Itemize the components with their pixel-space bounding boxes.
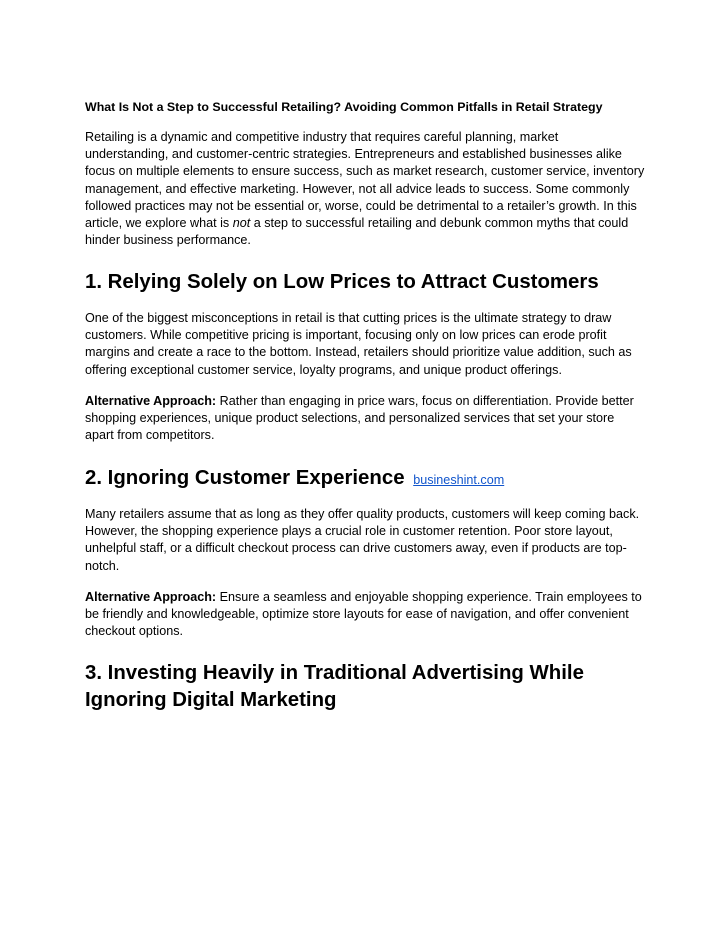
- document-title: What Is Not a Step to Successful Retailing? Avoiding Common Pitfalls in Retail Strategy: [85, 100, 603, 114]
- section-3: [85, 660, 605, 713]
- alternative-label: Alternative Approach:: [85, 590, 217, 604]
- section-1-body: [85, 310, 645, 379]
- section-1-paragraph: One of the biggest misconceptions in retail is that cutting prices is the ultimate strategy to draw customers. While competitive pricing is important, focusing only on low prices can erode profit margins and create a race to the bottom. Instead, retailers should prioritize value addition, such as offering exceptional customer service, loyalty programs, and unique product offerings.: [85, 311, 632, 377]
- intro-paragraph: [85, 129, 645, 249]
- alternative-label: Alternative Approach:: [85, 394, 217, 408]
- section-1-heading: 1. Relying Solely on Low Prices to Attract Customers: [85, 271, 599, 293]
- section-2: [85, 465, 645, 494]
- section-2-body: [85, 506, 645, 575]
- intro-emphasis: not: [232, 216, 251, 231]
- section-2-paragraph: Many retailers assume that as long as they offer quality products, customers will keep coming back. However, the shopping experience plays a crucial role in customer retention. Poor store layout, unhelpful staff, or a difficult checkout process can drive customers away, even if products are top-notch.: [85, 507, 640, 573]
- intro-text-end: a step to successful retailing and debunk common myths that could hinder business performance.: [85, 216, 629, 248]
- section-1-alternative: [85, 393, 645, 445]
- section-1: [85, 269, 645, 296]
- section-3-heading: 3. Investing Heavily in Traditional Advertising While Ignoring Digital Marketing: [85, 662, 584, 711]
- section-2-heading: 2. Ignoring Customer Experience: [85, 467, 405, 489]
- section-2-alternative: [85, 589, 645, 641]
- alternative-text: Rather than engaging in price wars, focus on differentiation. Provide better shopping experiences, unique product selections, and personalized services that set your store apart from competitors.: [85, 394, 634, 443]
- source-link[interactable]: busineshint.com: [413, 473, 505, 487]
- intro-text-start: Retailing is a dynamic and competitive industry that requires careful planning, market understanding, and customer-centric strategies. Entrepreneurs and established businesses alike focus on multiple elements to ensure success, such as market research, customer service, inventory management, and effective marketing. However, not all advice leads to success. Some commonly followed practices may not be essential or, worse, could be detrimental to a retailer’s growth. In this article, we explore what is: [85, 130, 645, 231]
- alternative-text: Ensure a seamless and enjoyable shopping experience. Train employees to be friendly and knowledgeable, optimize store layouts for ease of navigation, and offer convenient checkout options.: [85, 590, 642, 639]
